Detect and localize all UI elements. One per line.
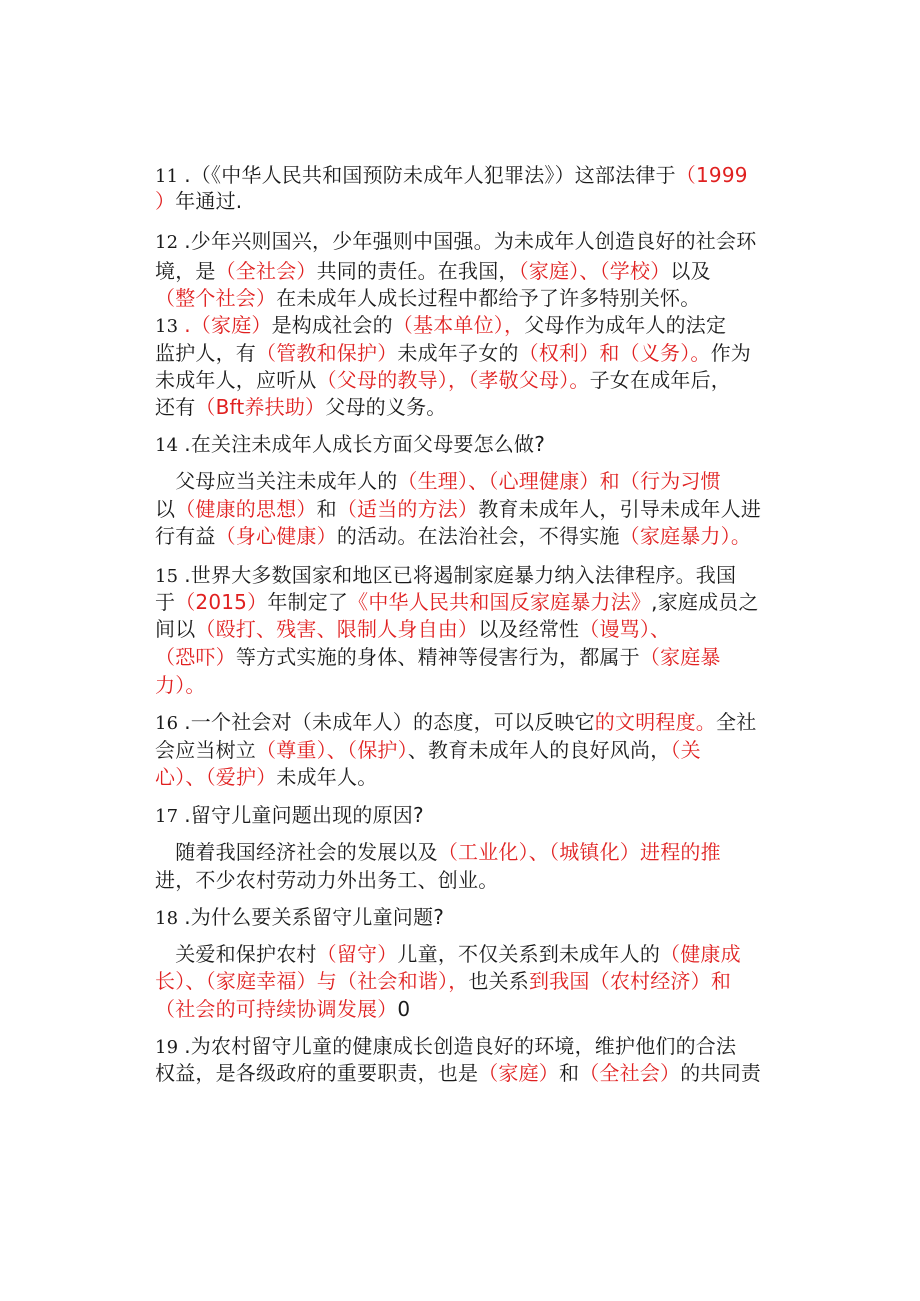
item-number: 19 [155, 1037, 185, 1058]
body-text: 行有益 [155, 524, 216, 548]
body-text: .少年兴则国兴，少年强则中国强。为未成年人创造良好的社会环 [184, 229, 757, 253]
body-text: 于 [155, 590, 176, 614]
body-text: 共同的责任。在我国， [316, 259, 519, 283]
highlighted-text: （Bft养扶助） [195, 395, 326, 419]
text-line [155, 865, 765, 896]
body-text: 以及 [670, 259, 711, 283]
body-text: 以 [155, 497, 176, 521]
body-text: 等方式实施的身体、精神等侵害行为，都属于 [235, 645, 640, 669]
body-text: 境，是 [155, 259, 216, 283]
body-text: 和 [559, 1061, 580, 1085]
body-text: 未成年人。 [276, 765, 378, 789]
body-text: 未成年人，应听从 [155, 368, 317, 392]
item-number: 18 [155, 908, 185, 929]
highlighted-text: 长）、（家庭幸福）与（社会和谐）， [155, 969, 469, 993]
body-text: 子女在成年后， [589, 368, 732, 392]
highlighted-text: （工业化）、（城镇化）进程的推 [437, 840, 721, 864]
body-text: ,家庭成员之 [651, 590, 759, 614]
highlighted-text: 《中华人民共和国反家庭暴力法》 [348, 590, 652, 614]
text-line [155, 762, 765, 793]
highlighted-text: （家庭） [478, 1061, 560, 1085]
highlighted-text: （尊重）、（保护） [256, 738, 408, 762]
item-number: 13 [155, 316, 185, 337]
highlighted-text: （家庭暴 [639, 645, 721, 669]
highlighted-text: （健康成 [660, 942, 741, 966]
body-text: 以及经常性 [478, 617, 580, 641]
text-line [155, 521, 765, 552]
body-text: .在关注未成年人成长方面父母要怎么做? [184, 432, 546, 456]
item-number: 16 [155, 713, 185, 734]
text-line [155, 466, 765, 497]
body-text: 间以 [155, 617, 196, 641]
body-text: 年制定了 [267, 590, 349, 614]
body-text: 、教育未成年人的良好风尚， [407, 738, 671, 762]
body-text: 随着我国经济社会的发展以及 [155, 840, 438, 864]
item-number: 11 [155, 166, 185, 187]
item-number: 14 [155, 435, 185, 456]
highlighted-text: （社会的可持续协调发展） [155, 997, 398, 1021]
text-line [155, 707, 765, 738]
body-text: 教育未成年人，引导未成年人进 [478, 497, 762, 521]
highlighted-text: （家庭）、（学校） [518, 259, 671, 283]
text-line [155, 966, 765, 997]
text-line [155, 310, 765, 341]
body-text: 未成年子女的 [397, 341, 519, 365]
body-text: 是构成社会的 [271, 313, 393, 337]
text-line [155, 642, 765, 673]
text-line [155, 186, 765, 217]
highlighted-text: （父母的教导），（孝敬父母）。 [316, 368, 590, 392]
highlighted-text: ） [155, 189, 176, 213]
body-text: 的活动。在法治社会，不得实施 [336, 524, 620, 548]
highlighted-text: （全社会） [579, 1061, 681, 1085]
highlighted-text: 力）。 [155, 673, 206, 697]
body-text: 还有 [155, 395, 196, 419]
body-text: 儿童，不仅关系到未成年人的 [397, 942, 661, 966]
body-text: .（《中华人民共和国预防未成年人犯罪法》）这部法律于 [184, 163, 676, 187]
highlighted-text: .（家庭） [184, 313, 272, 337]
body-text: 监护人，有 [155, 341, 256, 365]
item-number: 12 [155, 232, 185, 253]
highlighted-text: （适当的方法） [336, 497, 479, 521]
highlighted-text: （身心健康） [215, 524, 337, 548]
highlighted-text: （1999 [675, 163, 748, 187]
highlighted-text: （谩骂）、 [579, 617, 671, 641]
highlighted-text: 到我国（农村经济）和 [529, 969, 732, 993]
text-line [155, 994, 765, 1025]
body-text: 也关系 [468, 969, 530, 993]
body-text: 的共同责 [680, 1061, 762, 1085]
body-text: 权益，是各级政府的重要职责，也是 [155, 1061, 479, 1085]
body-text: 父母应当关注未成年人的 [155, 469, 398, 493]
highlighted-text: （殴打、残害、限制人身自由） [195, 617, 479, 641]
body-text: 会应当树立 [155, 738, 256, 762]
highlighted-text: （留守） [316, 942, 398, 966]
body-text: 和 [316, 497, 337, 521]
body-text: .一个社会对（未成年人）的态度，可以反映它 [184, 710, 595, 734]
body-text: .留守儿童问题出现的原因? [184, 803, 424, 827]
body-text: .世界大多数国家和地区已将遏制家庭暴力纳入法律程序。我国 [184, 563, 737, 587]
highlighted-text: （家庭暴力）。 [619, 524, 752, 548]
highlighted-text: （健康的思想） [175, 497, 317, 521]
body-text: 年通过. [175, 189, 243, 213]
highlighted-text: （管教和保护） [256, 341, 398, 365]
text-line [155, 226, 765, 257]
text-line [155, 837, 765, 868]
body-text: 关爱和保护农村 [155, 942, 317, 966]
highlighted-text: （基本单位）， [392, 313, 525, 337]
highlighted-text: （生理）、（心理健康）和（行为习惯 [397, 469, 721, 493]
body-text: 全社 [716, 710, 757, 734]
body-text: .为农村留守儿童的健康成长创造良好的环境，维护他们的合法 [184, 1034, 737, 1058]
body-text: 父母作为成年人的法定 [524, 313, 727, 337]
text-line [155, 902, 765, 933]
body-text: 进，不少农村劳动力外出务工、创业。 [155, 868, 499, 892]
highlighted-text: （整个社会） [155, 286, 277, 310]
item-number: 17 [155, 806, 185, 827]
text-line [155, 1058, 765, 1089]
text-line [155, 670, 765, 701]
item-number: 15 [155, 566, 185, 587]
highlighted-text: （恐吓） [155, 645, 236, 669]
body-text: 在未成年人成长过程中都给予了许多特别关怀。 [276, 286, 701, 310]
body-text: 0 [397, 997, 411, 1021]
highlighted-text: （全社会） [215, 259, 317, 283]
body-text: .为什么要关系留守儿童问题? [184, 905, 445, 929]
body-text: 作为 [710, 341, 752, 365]
text-line [155, 614, 765, 645]
highlighted-text: （2015） [175, 590, 268, 614]
highlighted-text: 的文明程度。 [594, 710, 716, 734]
text-line [155, 392, 765, 423]
highlighted-text: 心）、（爱护） [155, 765, 277, 789]
text-line [155, 800, 765, 831]
highlighted-text: （权利）和（义务）。 [518, 341, 711, 365]
text-line [155, 429, 765, 460]
highlighted-text: （关 [670, 738, 701, 762]
body-text: 父母的义务。 [325, 395, 447, 419]
